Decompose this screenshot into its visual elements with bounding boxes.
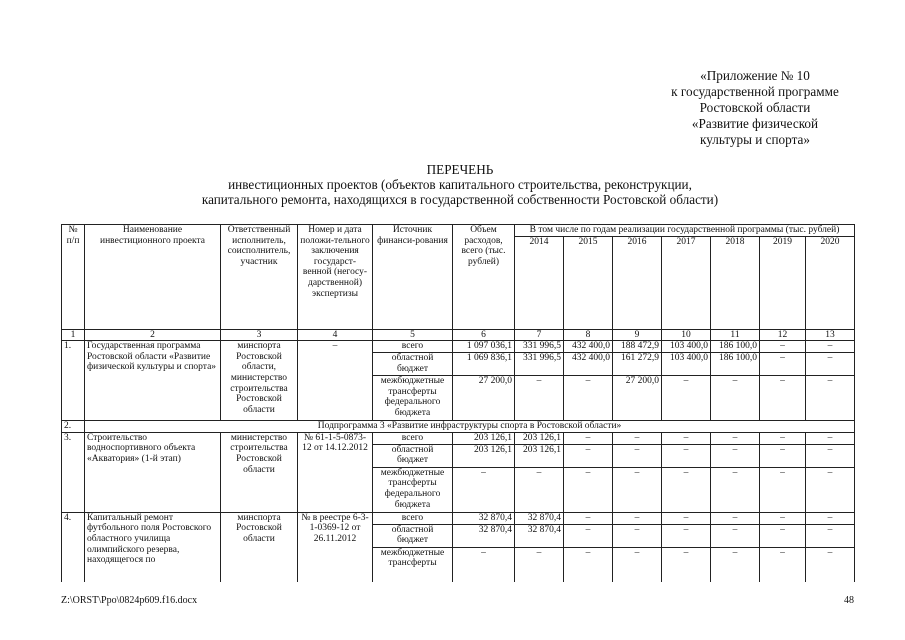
amount-cell: – [760, 467, 806, 512]
amount-cell: – [564, 432, 613, 444]
amount-cell: – [564, 547, 613, 582]
amount-cell: – [613, 432, 662, 444]
column-number: 4 [298, 329, 373, 341]
title-line: инвестиционных проектов (объектов капитального строительства, реконструкции, [228, 177, 692, 192]
table-row [62, 341, 855, 353]
project-expertise: № в реестре 6-3-1-0369-12 от 26.11.2012 [298, 512, 373, 582]
page-number: 48 [844, 595, 854, 606]
amount-cell: – [760, 547, 806, 582]
appendix-line: культуры и спорта» [700, 132, 810, 147]
header-by-years: В том числе по годам реализации государственной программы (тыс. рублей) [515, 225, 855, 237]
amount-cell: – [662, 376, 711, 421]
amount-cell: – [564, 467, 613, 512]
funding-source: областной бюджет [373, 353, 453, 376]
amount-cell: – [760, 341, 806, 353]
title-heading: ПЕРЕЧЕНЬ [426, 162, 494, 177]
funding-source: межбюджетные трансферты федерального бюджета [373, 467, 453, 512]
amount-cell: 203 126,1 [453, 444, 515, 467]
header-source: Источник финанси-рования [373, 225, 453, 330]
amount-cell: 203 126,1 [515, 444, 564, 467]
projects-table [61, 224, 855, 582]
amount-cell: – [760, 444, 806, 467]
year-header: 2017 [662, 236, 711, 329]
header-executor: Ответственный исполнитель, соисполнитель, участник [221, 225, 298, 330]
amount-cell: – [613, 524, 662, 547]
amount-cell: – [711, 524, 760, 547]
appendix-line: к государственной программе [671, 84, 839, 99]
amount-cell: – [806, 353, 855, 376]
header-name: Наименование инвестиционного проекта [85, 225, 221, 330]
year-header: 2016 [613, 236, 662, 329]
year-header: 2014 [515, 236, 564, 329]
amount-cell: – [613, 467, 662, 512]
row-num: 4. [62, 512, 85, 582]
amount-cell: – [564, 376, 613, 421]
funding-source: всего [373, 341, 453, 353]
amount-cell: – [806, 376, 855, 421]
column-number: 3 [221, 329, 298, 341]
amount-cell: – [613, 547, 662, 582]
amount-cell: – [662, 547, 711, 582]
header-doc: Номер и дата положи-тельного заключения государст-венной (негосу-дарственной) экспертизы [298, 225, 373, 330]
title-line: капитального ремонта, находящихся в государственной собственности Ростовской области) [201, 192, 719, 207]
year-header: 2020 [806, 236, 855, 329]
table-row [62, 512, 855, 524]
column-number: 5 [373, 329, 453, 341]
amount-cell: – [711, 376, 760, 421]
footer-file-path: Z:\ORST\Ppo\0824p609.f16.docx [61, 595, 198, 606]
amount-cell: 32 870,4 [453, 512, 515, 524]
amount-cell: 103 400,0 [662, 353, 711, 376]
amount-cell: – [711, 467, 760, 512]
amount-cell: – [711, 547, 760, 582]
amount-cell: 161 272,9 [613, 353, 662, 376]
subprogram-title: Подпрограмма 3 «Развитие инфраструктуры спорта в Ростовской области» [85, 421, 855, 433]
column-number: 12 [760, 329, 806, 341]
amount-cell: – [453, 547, 515, 582]
amount-cell: 203 126,1 [515, 432, 564, 444]
column-number: 8 [564, 329, 613, 341]
funding-source: межбюджетные трансферты [373, 547, 453, 582]
amount-cell: – [662, 444, 711, 467]
amount-cell: 103 400,0 [662, 341, 711, 353]
amount-cell: – [760, 376, 806, 421]
amount-cell: – [564, 444, 613, 467]
appendix-line: «Приложение № 10 [700, 68, 810, 83]
project-expertise: № 61-1-5-0873-12 от 14.12.2012 [298, 432, 373, 512]
project-executor: минспорта Ростовской области, министерство строительства Ростовской области [221, 341, 298, 421]
project-name: Капитальный ремонт футбольного поля Ростовского областного училища олимпийского резерва, находящегося по [85, 512, 221, 582]
amount-cell: – [760, 432, 806, 444]
amount-cell: – [711, 444, 760, 467]
amount-cell: – [662, 512, 711, 524]
funding-source: областной бюджет [373, 524, 453, 547]
column-number: 7 [515, 329, 564, 341]
project-name: Строительство водноспортивного объекта «Акватория» (1-й этап) [85, 432, 221, 512]
amount-cell: – [564, 512, 613, 524]
amount-cell: – [515, 376, 564, 421]
amount-cell: – [662, 467, 711, 512]
amount-cell: – [564, 524, 613, 547]
column-number: 9 [613, 329, 662, 341]
row-num: 1. [62, 341, 85, 421]
table-body [62, 225, 855, 583]
amount-cell: – [711, 512, 760, 524]
amount-cell: – [806, 341, 855, 353]
amount-cell: – [613, 512, 662, 524]
amount-cell: – [806, 547, 855, 582]
funding-source: межбюджетные трансферты федерального бюджета [373, 376, 453, 421]
amount-cell: – [515, 547, 564, 582]
amount-cell: 203 126,1 [453, 432, 515, 444]
year-header: 2018 [711, 236, 760, 329]
year-header: 2015 [564, 236, 613, 329]
amount-cell: 331 996,5 [515, 341, 564, 353]
amount-cell: – [453, 467, 515, 512]
amount-cell: – [613, 444, 662, 467]
row-num: 2. [62, 421, 85, 433]
header-volume: Объем расходов, всего (тыс. рублей) [453, 225, 515, 330]
amount-cell: 27 200,0 [453, 376, 515, 421]
subprogram-row [62, 421, 855, 433]
amount-cell: – [760, 512, 806, 524]
amount-cell: – [662, 524, 711, 547]
column-numbers-row [62, 329, 855, 341]
column-number: 13 [806, 329, 855, 341]
project-name: Государственная программа Ростовской области «Развитие физической культуры и спорта» [85, 341, 221, 421]
amount-cell: – [806, 444, 855, 467]
funding-source: всего [373, 432, 453, 444]
funding-source: областной бюджет [373, 444, 453, 467]
amount-cell: – [711, 432, 760, 444]
amount-cell: – [806, 467, 855, 512]
amount-cell: – [662, 432, 711, 444]
row-num: 3. [62, 432, 85, 512]
amount-cell: 188 472,9 [613, 341, 662, 353]
amount-cell: – [760, 524, 806, 547]
project-executor: министерство строительства Ростовской области [221, 432, 298, 512]
amount-cell: 186 100,0 [711, 341, 760, 353]
project-expertise: – [298, 341, 373, 421]
project-executor: минспорта Ростовской области [221, 512, 298, 582]
appendix-line: «Развитие физической [691, 116, 819, 131]
amount-cell: 1 097 036,1 [453, 341, 515, 353]
amount-cell: 186 100,0 [711, 353, 760, 376]
amount-cell: – [760, 353, 806, 376]
amount-cell: 432 400,0 [564, 353, 613, 376]
column-number: 1 [62, 329, 85, 341]
amount-cell: – [806, 524, 855, 547]
column-number: 6 [453, 329, 515, 341]
amount-cell: 1 069 836,1 [453, 353, 515, 376]
year-header: 2019 [760, 236, 806, 329]
column-number: 11 [711, 329, 760, 341]
table-row [62, 432, 855, 444]
column-number: 10 [662, 329, 711, 341]
amount-cell: – [515, 467, 564, 512]
appendix-line: Ростовской области [699, 100, 811, 115]
funding-source: всего [373, 512, 453, 524]
amount-cell: – [806, 432, 855, 444]
amount-cell: 27 200,0 [613, 376, 662, 421]
header-row [62, 225, 855, 237]
amount-cell: 432 400,0 [564, 341, 613, 353]
column-number: 2 [85, 329, 221, 341]
amount-cell: – [806, 512, 855, 524]
amount-cell: 331 996,5 [515, 353, 564, 376]
header-num: № п/п [62, 225, 85, 330]
amount-cell: 32 870,4 [515, 524, 564, 547]
amount-cell: 32 870,4 [515, 512, 564, 524]
amount-cell: 32 870,4 [453, 524, 515, 547]
